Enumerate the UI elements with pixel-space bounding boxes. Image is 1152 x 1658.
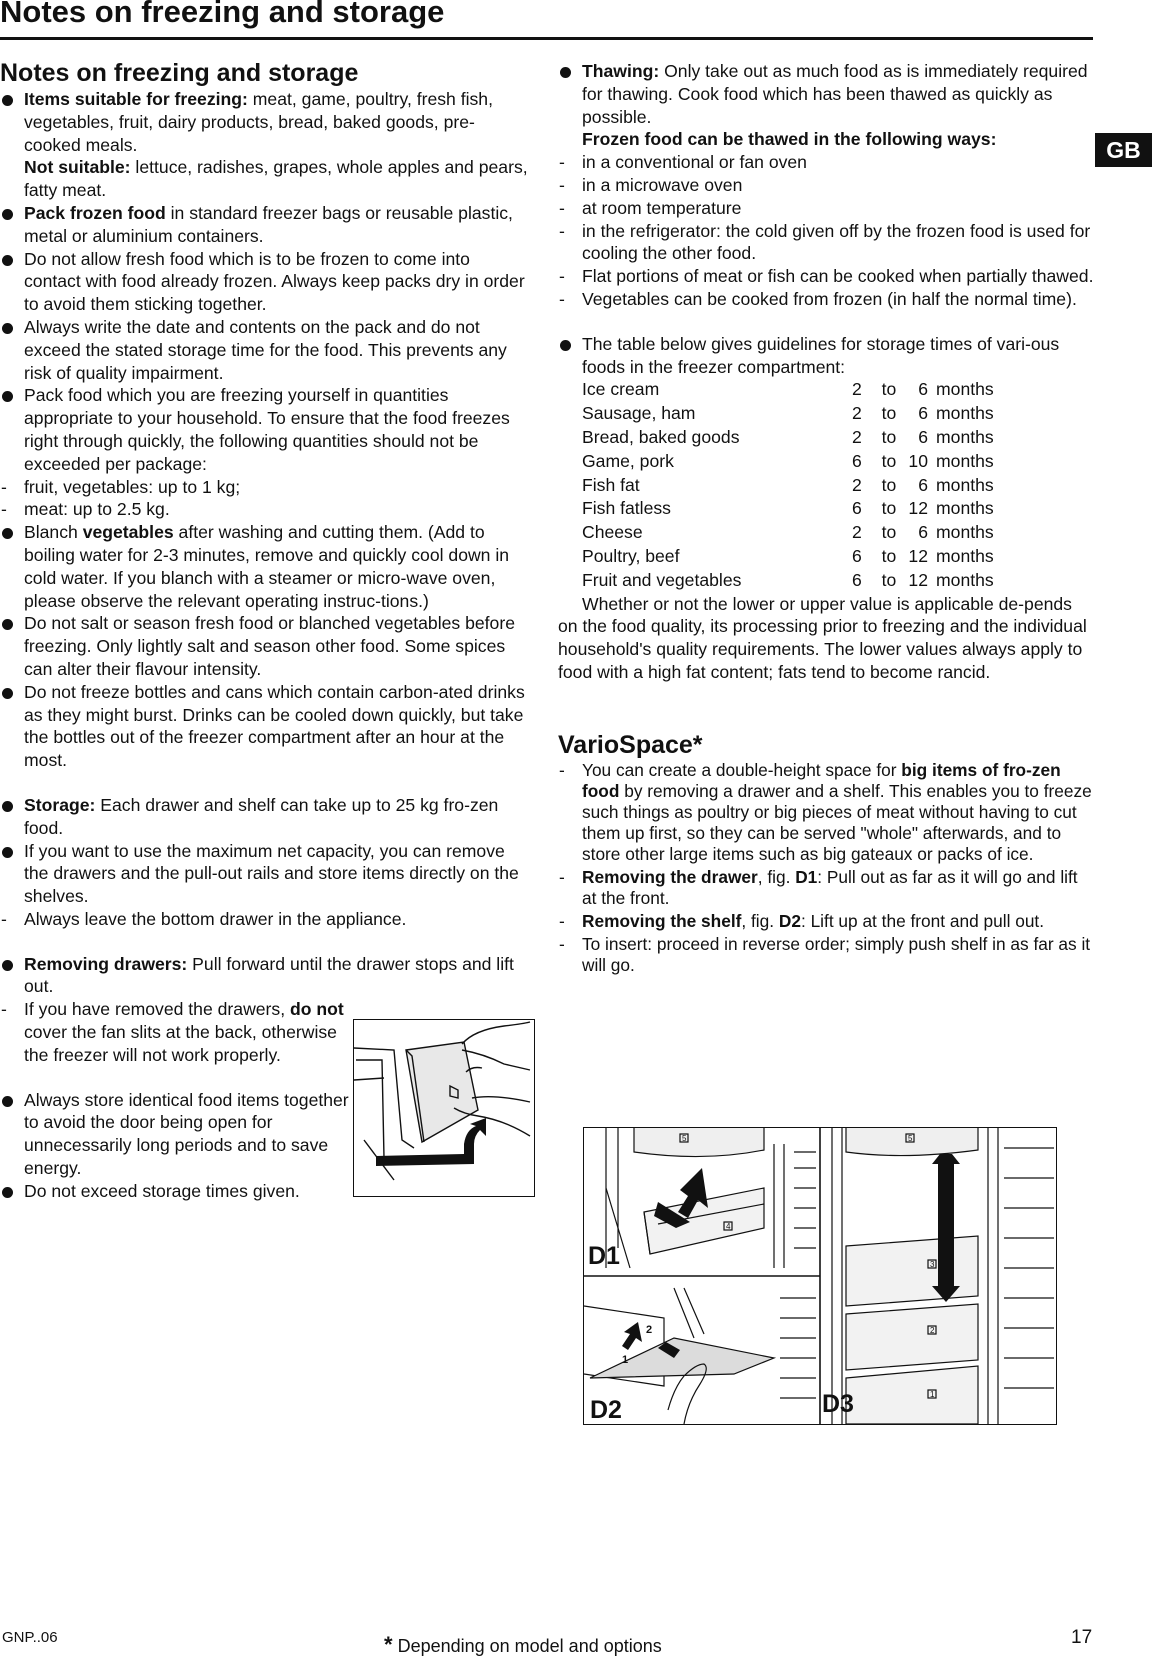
text-vario-drawer: : Pull out as far as it will go and lift at the front. xyxy=(582,866,1078,908)
text-vario-insert: To insert: proceed in reverse order; simply push shelf in as far as it will go. xyxy=(582,933,1091,975)
text-thaw-way: Vegetables can be cooked from frozen (in half the normal time). xyxy=(582,288,1077,309)
cell-food: Cheese xyxy=(582,522,643,543)
shelf-lift-arrow-icon xyxy=(622,1322,642,1350)
list-item-meat xyxy=(0,498,530,521)
variospace-drawing xyxy=(584,1128,1056,1424)
text-thaw-way: at room temperature xyxy=(582,197,742,218)
cell-food: Ice cream xyxy=(582,379,660,400)
text-thaw-way: in a microwave oven xyxy=(582,174,743,195)
cell-min: 6 xyxy=(852,545,862,566)
table-row xyxy=(582,426,994,450)
text-quantities: Pack food which you are freezing yourself in quantities appropriate to your household. To ensure that the food freezes right through quickly, the following quantities should not be exceeded per package: xyxy=(24,385,510,474)
label-pack: Pack frozen food xyxy=(24,202,166,223)
text-suitable: meat, game, poultry, fresh fish, vegetables, fruit, dairy products, bread, baked goods, pre-cooked meals. xyxy=(24,89,493,155)
list-item-thaw-flat xyxy=(558,265,1094,288)
table-note: Whether or not the lower or upper value is applicable de-pends on the food quality, its processing prior to freezing and the individual household's quality requirements. The lower values always apply to food with a high fat content; fats tend to become rancid. xyxy=(558,593,1087,682)
cell-max: 6 xyxy=(918,474,928,495)
text-blanch: after washing and cutting them. (Add to boiling water for 2-3 minutes, remove and quickly cool down in cold water. If you blanch with a steamer or micro-wave oven, please observe the relevant operating instruc-tions.) xyxy=(24,522,510,611)
list-item-vario-insert xyxy=(558,934,1094,976)
cell-to: to xyxy=(881,403,897,424)
list-item-date xyxy=(0,316,530,384)
cell-min: 6 xyxy=(852,569,862,590)
table-row xyxy=(582,497,994,521)
text-thaw-way: Flat portions of meat or fish can be cooked when partially thawed. xyxy=(582,266,1094,287)
list-item-identical xyxy=(0,1089,354,1180)
list-item-bottom-drawer xyxy=(0,908,530,931)
text-identical: Always store identical food items together to avoid the door being open for unnecessarily long periods and to save energy. xyxy=(24,1089,349,1179)
label-removing-drawer: Removing the drawer xyxy=(582,866,758,887)
figure-label-d1: D1 xyxy=(588,1242,620,1270)
label-do-not: do not xyxy=(290,999,344,1020)
cell-unit: months xyxy=(936,569,994,590)
text-pack: in standard freezer bags or reusable plastic, metal or aluminium containers. xyxy=(24,202,513,246)
list-item-thaw-fridge xyxy=(558,220,1094,266)
table-row xyxy=(582,378,994,402)
text-vario-create: by removing a drawer and a shelf. This enables you to freeze such things as poultry or big pieces of meat without having to cut them up first, so they can be served "whole" afterwards, and to store other large items such as big gateaux or packs of ice. xyxy=(582,780,1092,864)
cell-min: 6 xyxy=(852,450,862,471)
storage-times-table xyxy=(582,378,994,592)
cell-unit: months xyxy=(936,522,994,543)
cell-food: Bread, baked goods xyxy=(582,426,740,447)
text-fig: , fig. xyxy=(741,910,779,931)
page-title: Notes on freezing and storage xyxy=(0,0,445,29)
drawer-removal-drawing xyxy=(354,1020,534,1196)
text-not-suitable: lettuce, radishes, grapes, whole apples and pears, fatty meat. xyxy=(24,157,528,201)
drawer-number: 1 xyxy=(930,1390,935,1399)
drawer-removal-illustration xyxy=(353,1019,535,1197)
text-salt: Do not salt or season fresh food or blanched vegetables before freezing. Only lightly salt and season other food. Some spices can alter their flavour intensity. xyxy=(24,613,515,679)
list-item-capacity xyxy=(0,840,530,908)
label-not-suitable: Not suitable: xyxy=(24,157,131,178)
cell-unit: months xyxy=(936,498,994,519)
text-vario-shelf: : Lift up at the front and pull out. xyxy=(800,910,1045,931)
list-item-thaw-vegetables xyxy=(558,288,1094,311)
cell-unit: months xyxy=(936,450,994,471)
label-suitable: Items suitable for freezing: xyxy=(24,89,248,109)
cell-food: Fish fat xyxy=(582,474,640,495)
list-item-table-intro xyxy=(558,333,1094,379)
title-rule xyxy=(0,37,1093,40)
cell-unit: months xyxy=(936,474,994,495)
figure-label-d2: D2 xyxy=(590,1396,622,1424)
cell-to: to xyxy=(881,569,897,590)
cell-food: Sausage, ham xyxy=(582,403,696,424)
list-item-suitable xyxy=(0,88,530,202)
label-fig-d2: D2 xyxy=(778,910,801,931)
cell-max: 12 xyxy=(908,545,928,566)
language-badge: GB xyxy=(1095,133,1152,167)
cell-to: to xyxy=(881,545,897,566)
section-heading-variospace: VarioSpace* xyxy=(558,730,703,759)
list-item-quantities xyxy=(0,384,530,475)
text-fig: , fig. xyxy=(757,866,796,887)
text-thawing: Only take out as much food as is immediately required for thawing. Cook food which has been thawed as quickly as possible. xyxy=(582,61,1088,127)
cell-food: Fruit and vegetables xyxy=(582,569,742,590)
list-item-fan-slits xyxy=(0,998,344,1066)
cell-min: 6 xyxy=(852,498,862,519)
drawer-number: 4 xyxy=(726,1222,731,1231)
step-number: 2 xyxy=(646,1324,653,1336)
text-removing-drawers: Pull forward until the drawer stops and lift out. xyxy=(24,953,514,997)
cell-food: Fish fatless xyxy=(582,498,671,519)
label-big-items: big items of fro-zen food xyxy=(582,759,1061,801)
right-column xyxy=(558,60,1094,976)
drawer-number: 2 xyxy=(930,1326,935,1335)
text-date: Always write the date and contents on the pack and do not exceed the stated storage time for the food. This prevents any risk of quality impairment. xyxy=(24,316,507,383)
drawer-number: 3 xyxy=(930,1260,935,1269)
text-bottom-drawer: Always leave the bottom drawer in the appliance. xyxy=(24,908,407,929)
label-storage: Storage: xyxy=(24,794,96,815)
variospace-list xyxy=(558,760,1094,976)
list-item-thawing xyxy=(558,60,1094,151)
label-vegetables: vegetables xyxy=(82,522,174,543)
cell-min: 2 xyxy=(852,426,862,447)
text-vario-create-pre: You can create a double-height space for xyxy=(582,759,902,780)
cell-max: 6 xyxy=(918,522,928,543)
label-removing-drawers: Removing drawers: xyxy=(24,953,188,974)
cell-food: Poultry, beef xyxy=(582,545,680,566)
list-item-thaw-oven xyxy=(558,151,1094,174)
text-thaw-way: in a conventional or fan oven xyxy=(582,152,807,173)
footer-note-text: Depending on model and options xyxy=(392,1636,662,1656)
cell-to: to xyxy=(881,450,897,471)
cell-unit: months xyxy=(936,426,994,447)
footer-note xyxy=(384,1632,662,1658)
text-thaw-way: in the refrigerator: the cold given off by the frozen food is used for cooling the other food. xyxy=(582,220,1091,264)
label-removing-shelf: Removing the shelf xyxy=(582,910,742,931)
list-item-blanch xyxy=(0,521,530,612)
figure-label-d3: D3 xyxy=(822,1390,854,1418)
list-item-fruit-veg xyxy=(0,476,530,499)
label-thawing: Thawing: xyxy=(582,61,660,81)
cell-max: 6 xyxy=(918,403,928,424)
text-bottles: Do not freeze bottles and cans which contain carbon-ated drinks as they might burst. Drinks can be cooled down quickly, but take the bottles out of the freezer compartment after an hour at the most. xyxy=(24,681,525,771)
table-row xyxy=(582,521,994,545)
list-item-thaw-microwave xyxy=(558,174,1094,197)
cell-to: to xyxy=(881,426,897,447)
variospace-illustration xyxy=(583,1127,1057,1425)
cell-to: to xyxy=(881,498,897,519)
table-row xyxy=(582,474,994,498)
cell-unit: months xyxy=(936,403,994,424)
cell-min: 2 xyxy=(852,522,862,543)
text-exceed: Do not exceed storage times given. xyxy=(24,1180,300,1201)
list-item-bottles xyxy=(0,681,530,772)
drawer-number: 5 xyxy=(908,1134,913,1143)
cell-unit: months xyxy=(936,379,994,400)
text-fan-slits: cover the fan slits at the back, otherwise the freezer will not work properly. xyxy=(24,1022,337,1065)
table-row xyxy=(582,545,994,569)
list-item-removing-drawers xyxy=(0,953,530,999)
cell-max: 6 xyxy=(918,426,928,447)
cell-max: 6 xyxy=(918,379,928,400)
cell-min: 2 xyxy=(852,379,862,400)
cell-unit: months xyxy=(936,545,994,566)
cell-to: to xyxy=(881,522,897,543)
cell-min: 2 xyxy=(852,474,862,495)
drawer-number: 5 xyxy=(682,1134,687,1143)
list-item-vario-create xyxy=(558,760,1094,865)
table-row xyxy=(582,402,994,426)
list-item-salt xyxy=(0,612,530,680)
cell-max: 12 xyxy=(908,498,928,519)
page-number: 17 xyxy=(1071,1627,1093,1648)
list-item-contact xyxy=(0,248,530,316)
text-fan-slits-pre: If you have removed the drawers, xyxy=(24,999,290,1020)
list-item-thaw-room xyxy=(558,197,1094,220)
table-row xyxy=(582,569,994,593)
list-item-storage xyxy=(0,794,530,840)
table-row xyxy=(582,450,994,474)
footer-star: * xyxy=(384,1632,393,1657)
text-table-intro: The table below gives guidelines for storage times of vari-ous foods in the freezer compartment: xyxy=(582,333,1060,377)
cell-max: 12 xyxy=(908,569,928,590)
label-fig-d1: D1 xyxy=(795,866,818,887)
step-number: 1 xyxy=(622,1354,629,1366)
text-fruit-veg: fruit, vegetables: up to 1 kg; xyxy=(24,476,241,497)
list-item-vario-drawer xyxy=(558,867,1094,909)
cell-min: 2 xyxy=(852,403,862,424)
cell-to: to xyxy=(881,474,897,495)
cell-max: 10 xyxy=(908,450,928,471)
text-contact: Do not allow fresh food which is to be frozen to come into contact with food already frozen. Always keep packs dry in order to avoid them sticking together. xyxy=(24,248,525,315)
footer-doc-code: GNP..06 xyxy=(2,1629,58,1646)
section-heading-freezing: Notes on freezing and storage xyxy=(0,59,359,87)
text-meat: meat: up to 2.5 kg. xyxy=(24,499,170,520)
cell-to: to xyxy=(881,379,897,400)
cell-food: Game, pork xyxy=(582,450,674,471)
text-storage: Each drawer and shelf can take up to 25 kg fro-zen food. xyxy=(24,794,499,838)
text-blanch-pre: Blanch xyxy=(24,522,83,543)
list-item-vario-shelf xyxy=(558,911,1094,932)
thaw-ways-heading: Frozen food can be thawed in the following ways: xyxy=(582,129,997,150)
text-capacity: If you want to use the maximum net capacity, you can remove the drawers and the pull-out rails and store items directly on the shelves. xyxy=(24,840,519,907)
list-item-pack xyxy=(0,202,530,248)
